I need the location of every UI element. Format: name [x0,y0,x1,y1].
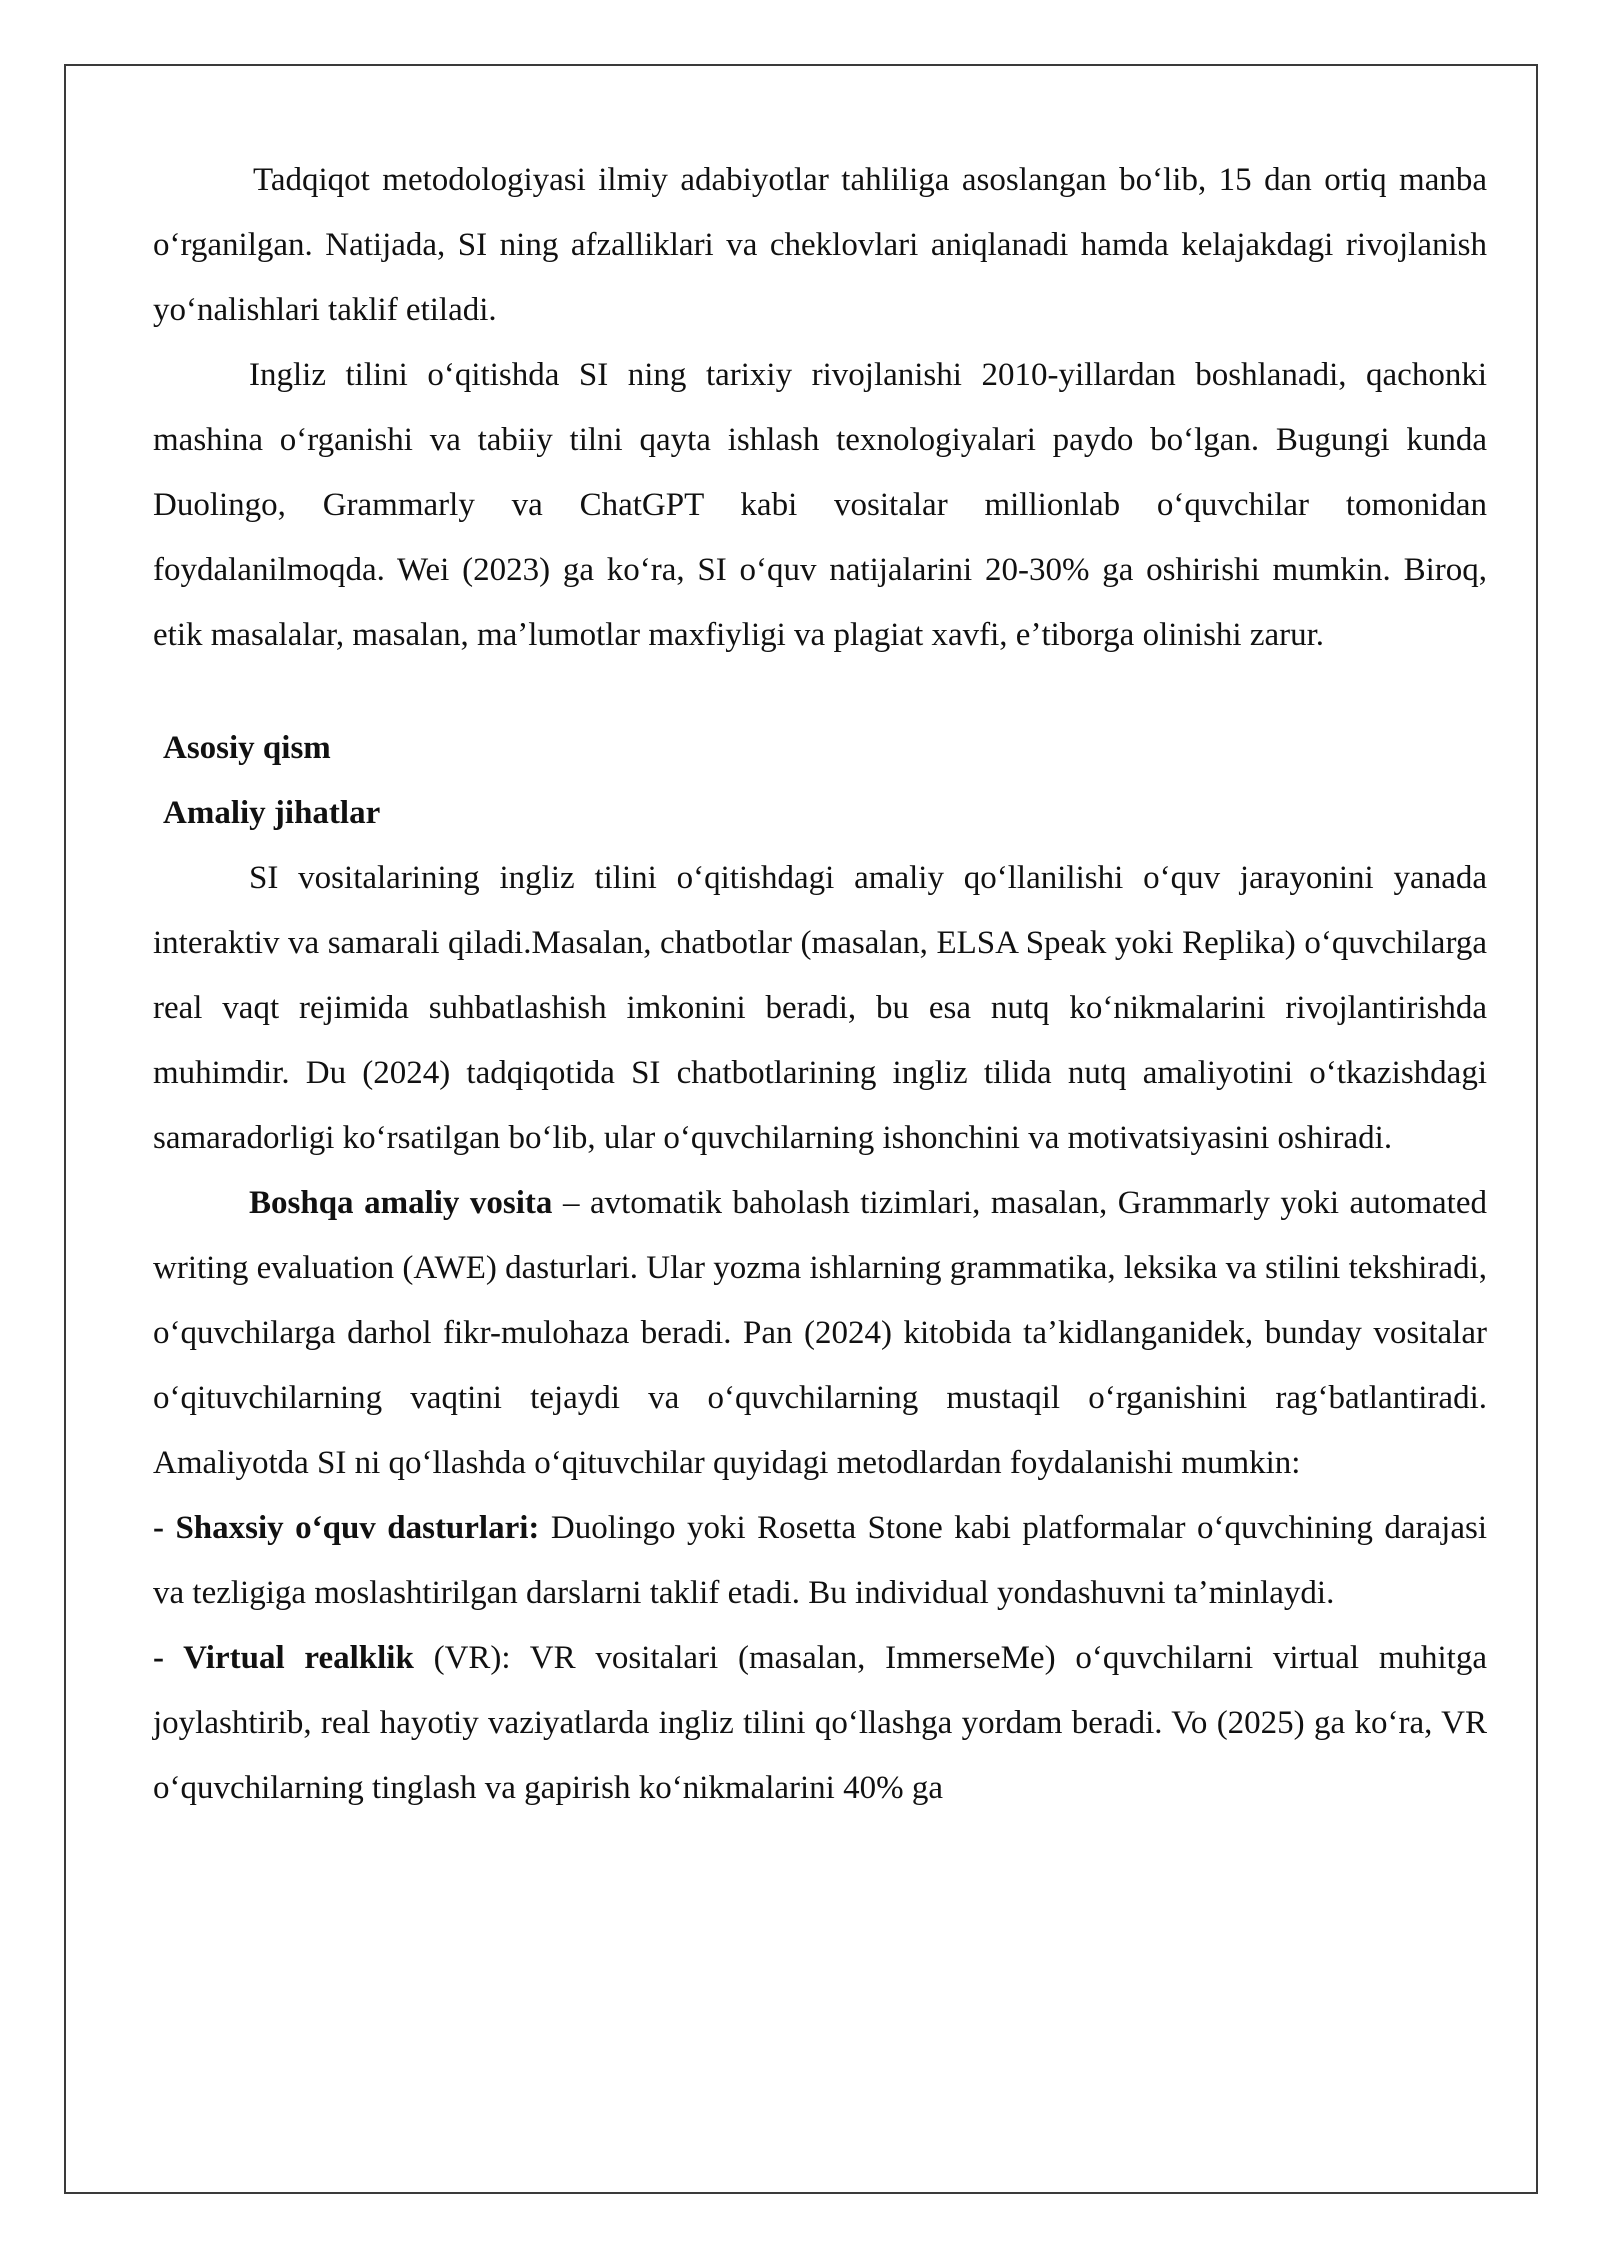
assessment-paragraph [153,1171,1487,1496]
list-item-text: Duolingo yoki Rosetta Stone kabi platformalar oʻquvchining darajasi va tezligiga moslashtirilgan darslarni taklif etadi. Bu individual yondashuvni taʼminlaydi. [153,1510,1487,1611]
list-item-text: (VR): VR vositalari (masalan, ImmerseMe) oʻquvchilarni virtual muhitga joylashtirib, real hayotiy vaziyatlarda ingliz tilini qoʻllashga yordam beradi. Vo (2025) ga koʻra, VR oʻquvchilarning tinglash va gapirish koʻnikmalarini 40% ga [153,1640,1487,1806]
list-item-personal-programs [153,1496,1487,1626]
assessment-lead: Boshqa amaliy vosita [249,1185,553,1221]
list-item-title: - Virtual realklik [153,1640,414,1676]
section-gap [153,668,1487,716]
assessment-text: – avtomatik baholash tizimlari, masalan, Grammarly yoki automated writing evaluation (AWE) dasturlari. Ular yozma ishlarning grammatika, leksika va stilini tekshiradi, oʻquvchilarga darhol fikr-mulohaza beradi. Pan (2024) kitobida taʼkidlanganidek, bunday vositalar oʻqituvchilarning vaqtini tejaydi va oʻquvchilarning mustaqil oʻrganishini ragʻbatlantiradi. Amaliyotda SI ni qoʻllashda oʻqituvchilar quyidagi metodlardan foydalanishi mumkin: [153,1185,1487,1481]
list-item-title: - Shaxsiy oʻquv dasturlari: [153,1510,540,1546]
history-paragraph: Ingliz tilini oʻqitishda SI ning tarixiy rivojlanishi 2010-yillardan boshlanadi, qachonki mashina oʻrganishi va tabiiy tilni qayta ishlash texnologiyalari paydo boʻlgan. Bugungi kunda Duolingo, Grammarly va ChatGPT kabi vositalar millionlab oʻquvchilar tomonidan foydalanilmoqda. Wei (2023) ga koʻra, SI oʻquv natijalarini 20-30% ga oshirishi mumkin. Biroq, etik masalalar, masalan, maʼlumotlar maxfiyligi va plagiat xavfi, eʼtiborga olinishi zarur. [153,357,1487,653]
section-heading: Asosiy qism [163,730,331,766]
practical-paragraph: SI vositalarining ingliz tilini oʻqitishdagi amaliy qoʻllanilishi oʻquv jarayonini yanada interaktiv va samarali qiladi.Masalan, chatbotlar (masalan, ELSA Speak yoki Replika) oʻquvchilarga real vaqt rejimida suhbatlashish imkonini beradi, bu esa nutq koʻnikmalarini rivojlantirishda muhimdir. Du (2024) tadqiqotida SI chatbotlarining ingliz tilida nutq amaliyotini oʻtkazishdagi samaradorligi koʻrsatilgan boʻlib, ular oʻquvchilarning ishonchini va motivatsiyasini oshiradi. [153,860,1487,1156]
intro-paragraph: Tadqiqot metodologiyasi ilmiy adabiyotlar tahliliga asoslangan boʻlib, 15 dan ortiq manba oʻrganilgan. Natijada, SI ning afzalliklari va cheklovlari aniqlanadi hamda kelajakdagi rivojlanish yoʻnalishlari taklif etiladi. [153,162,1487,328]
list-item-virtual-reality [153,1626,1487,1821]
document-body [153,148,1487,1821]
subsection-heading: Amaliy jihatlar [163,795,381,831]
